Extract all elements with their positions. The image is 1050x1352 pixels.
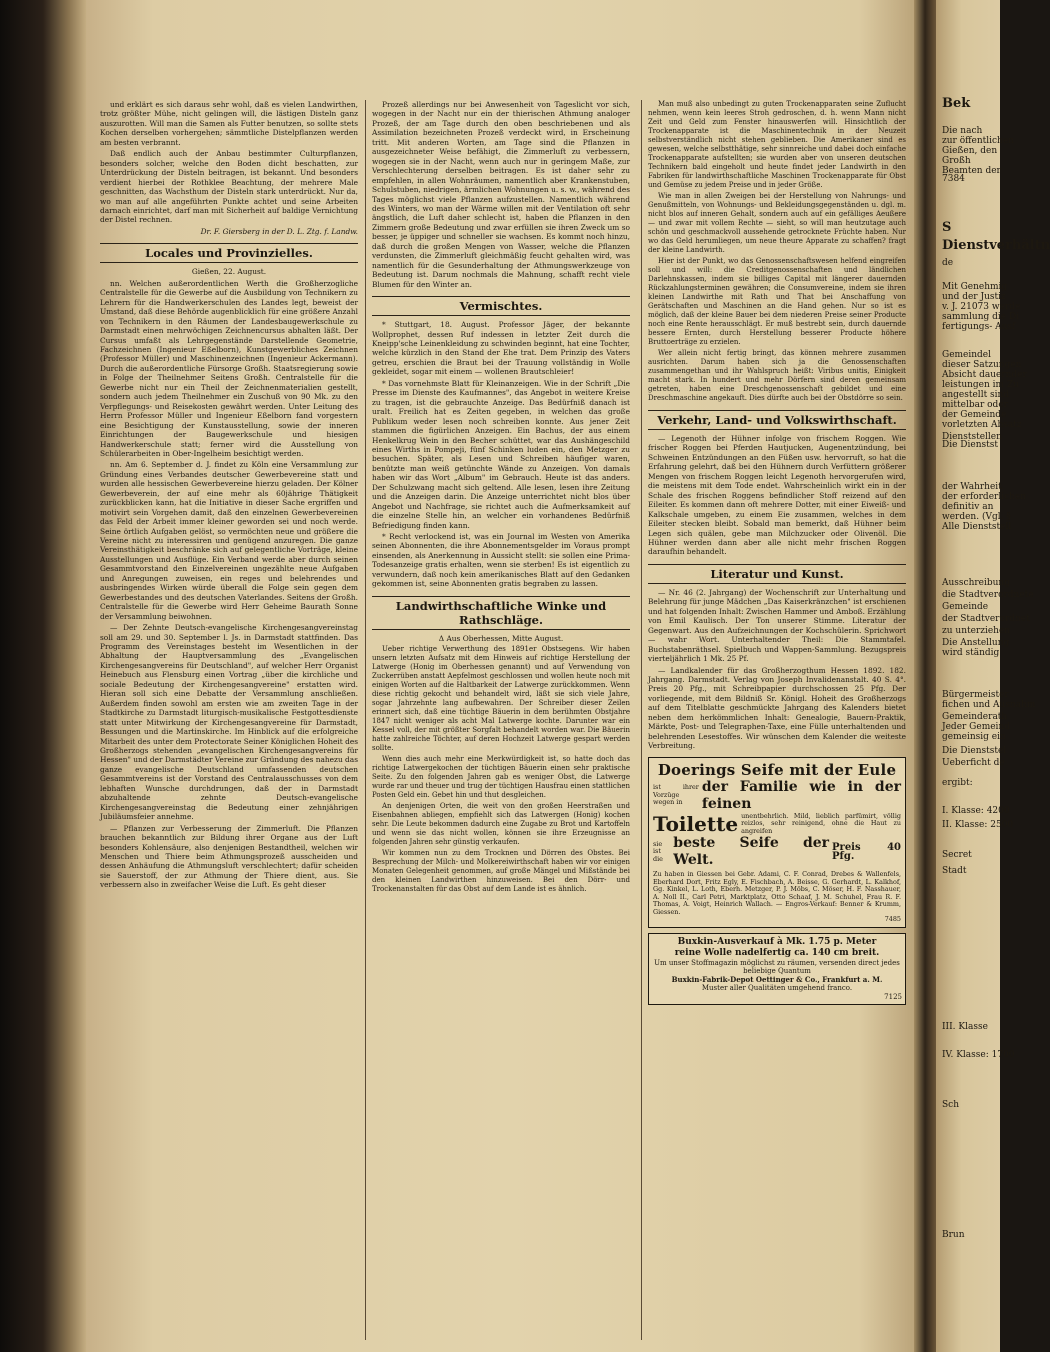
next-page-fragment: Die Anstellung (942, 638, 1010, 648)
advertisement-doerings-soap (648, 757, 906, 928)
paragraph: Daß endlich auch der Anbau bestimmter Culturpflanzen, besonders solcher, welche den Boden dicht beschatten, zur Unterdrückung der Disteln beitragen, ist bekannt. Und besonders verdient hierbei der Rothklee Beachtung, der mehrere Male geschnitten, das Wachsthum der Disteln stark unterdrückt. Nur da, wo man auf alle angeführten Punkte achtet und seine Arbeiten darnach einrichtet, darf man mit Sicherheit auf baldige Vernichtung der Distel rechnen. (100, 149, 358, 225)
section-heading-misc: Vermischtes. (372, 296, 630, 316)
next-page-fragment: sammlung die Di (942, 312, 1020, 322)
next-page-fragment: Sch (942, 1100, 960, 1110)
column-left (100, 100, 358, 1340)
column-rule (641, 100, 642, 1340)
paragraph: * Stuttgart, 18. August. Professor Jäger, der bekannte Wollprophet, dessen Ruf indessen in letzter Zeit durch die Kneipp'sche Leinenkleidung zu schwinden beginnt, hat eine Tochter, welche kürzlich in den Stand der Ehe trat. Dem Prinzip des Vaters getreu, erschien die Braut bei der Trauung vollständig in Wolle gekleidet, sogar mit einem — wollenen Brautschleier! (372, 320, 630, 377)
next-page-fragment: leistungen im Zu (942, 380, 1019, 390)
next-page-fragment: werden. (Vgl. § (942, 512, 1011, 522)
ad-text: unentbehrlich. Mild, lieblich parfümirt, völlig reizlos, sehr reinigend, ohne die Haut zu angreifen (741, 811, 901, 835)
dateline: Δ Aus Oberhessen, Mitte August. (438, 633, 564, 643)
next-page-fragment: fichen und Ausnahm (942, 700, 1036, 710)
ad-headline: Buxkin-Ausverkauf à Mk. 1.75 p. Meter (677, 936, 877, 947)
paragraph: Wie man in allen Zweigen bei der Herstellung von Nahrungs- und Genußmitteln, von Wohnungs- und Bekleidungsgegenständen u. dgl. m. nicht blos auf inneren Gehalt, sondern auch auf ein gefälliges Aeußere — und zwar mit vollem Rechte — sieht, so will man heutzutage auch schön und geschmackvoll aussehende getrocknete Früchte haben. Nur wo das Geld herumliegen, um neue theure Apparate zu schaffen? fragt der kleine Landwirth. (648, 192, 906, 254)
next-page-fragment: Jeder Gemeind (942, 722, 1010, 732)
ad-number: 7485 (884, 915, 901, 924)
paragraph: Wer allein nicht fertig bringt, das können mehrere zusammen ausrichten. Darum haben sich ja die Genossenschaften zusammengethan und ihr Wahlspruch heißt: Viribus unitis, Einigkeit macht stark. In hundert und mehr Dörfern sind deren gemeinsam getreten, haben eine Dreschgenossenschaft gebildet und eine Dreschmaschine angekauft. Dies dürfte auch bei der Obstdörre so sein. (648, 349, 906, 402)
paragraph: — Der Zehnte Deutsch-evangelische Kirchengesangvereinstag soll am 29. und 30. September l. Js. in Darmstadt stattfinden. Das Programm des Vereinstages besteht im Wesentlichen in der Abhaltung der Hauptversammlung des „Evangelischen Kirchengesangvereins für Deutschland", auf welcher Herr Organist Heinebuch aus Flensburg einen Vortrag „über die kirchliche und sociale Bedeutung der Kirchengesangvereine" erstatten wird. Hieran soll sich eine Debatte der Versammlung anschließen. Außerdem finden sowohl am ersten wie am zweiten Tage in der Stadtkirche zu Darmstadt liturgisch-musikalische Festgottesdienste statt unter Mitwirkung der Kirchengesangvereine für Darmstadt, Bessungen und die Martinskirche. Im Hinblick auf die erfolgreiche Mitarbeit des unter dem Protectorate Seiner Königlichen Hoheit des Großherzogs stehenden „evangelischen Kirchengesangvereins für Hessen" und der Darmstädter Vereine zur Gründung des nahezu das ganze evangelische Deutschland umfassenden deutschen Gesammtvereins ist der Vorstand des Centralausschusses von dem lebhaften Wunsche durchdrungen, daß der in Darmstadt abzuhaltende zehnte Deutsch-evangelische Kirchengesangvereinstag die Bedeutung einer zehnjährigen Jubiläumsfeier annehme. (100, 623, 358, 822)
next-page-fragment: Die nach (942, 126, 983, 136)
paragraph: Ueber richtige Verwerthung des 1891er Obstsegens. Wir haben unsern letzten Aufsatz mit dem Hinweis auf richtige Herstellung der Latwerge (Honig im Oberhessen genannt) und auf Verwendung von Zuckerrüben anstatt Aepfelmost geschlossen und wollen heute noch mit einigen Worten auf die Haltbarkeit der Latwerge zurückkommen. Wenn diese richtig gekocht und behandelt wird, läßt sie sich viele Jahre, sogar Jahrzehnte lang aufbewahren. Der Schreiber dieser Zeilen erinnert sich, daß eine tüchtige Bäuerin in dem berühmten Obstjahre 1847 nicht weniger als acht Mal Latwerge kochte. Darunter war ein Kessel voll, der mit größter Sorgfalt behandelt worden war. Die Bäuerin hatte zahlreiche Töchter, auf deren Hochzeit Latwerge gespart werden sollte. (372, 645, 630, 753)
paragraph: nn. Welchen außerordentlichen Werth die Großherzogliche Centralstelle für die Gewerbe auf die Ausbildung von Technikern zu Lehrern für die Handwerkerschulen des Landes legt, beweist der Umstand, daß diese Behörde augenblicklich für eine größere Anzahl von Technikern in den Räumen der Landesbaugewerkschule zu Darmstadt einen mehrwöchigen Zeichnencursus abhalten läßt. Der Cursus umfaßt als Lehrgegenstände Darstellende Geometrie, Fachzeichnen (Ingenieur Eßelborn), Kunstgewerbliches Zeichnen (Professor Müller) und Maschinenzeichnen (Ingenieur Ackermann). Durch die außerordentliche Fürsorge Großh. Staatsregierung sowie in Folge der Theilnehmer Seitens Großh. Centralstelle für die Gewerbe nicht nur ein Theil der Zeichnenmaterialien gestellt, sondern auch jedem Theilnehmer ein Zuschuß von 90 Mk. zu den Verpflegungs- und Reisekosten gewährt werden. Unter Leitung des Herrn Professor Müller und Ingenieur Eßelborn fand vorgestern eine Besichtigung der Kunstausstellung, sowie der inneren Einrichtungen der Baugewerkschule und hiesigen Handwerkerschule statt; ferner wird die Ausstellung von Schülerarbeiten in Ober-Ingelheim besichtigt werden. (100, 278, 358, 458)
next-page-fragment: dieser Satzungen (942, 360, 1022, 370)
next-page-fragment: vorletzten Absatz (942, 420, 1022, 430)
ad-toilette: Toilette (653, 811, 739, 836)
next-page-fragment: Stadt (942, 866, 967, 876)
ad-text: ist ihrer Vorzüge wegen in (653, 783, 699, 807)
paragraph: — Landkalender für das Großherzogthum Hessen 1892. 182. Jahrgang. Darmstadt. Verlag von Joseph Invalidenanstalt. 40 S. 4°. Preis 20 Pfg., mit Schreibpapier durchschossen 25 Pfg. Der vorliegende, mit dem Bildniß Sr. Königl. Hoheit des Großherzogs auf dem Titelblatte geschmückte Jahrgang des Kalenders bietet neben dem herkömmlichen Inhalt: Genealogie, Bauern-Praktik, Märkte, Post- und Telegraphen-Taxe, eine Fülle unterhaltenden und belehrenden Lesestoffes. Wir wünschen dem Kalender die weiteste Verbreitung. (648, 665, 906, 751)
ad-headline: reine Wolle nadelfertig ca. 140 cm breit. (674, 947, 880, 958)
next-page-fragment: und der Justiz (942, 292, 1006, 302)
paragraph: Prozeß allerdings nur bei Anwesenheit von Tageslicht vor sich, wogegen in der Nacht nur ein der thierischen Athmung analoger Prozeß, der am Tage durch den oben beschriebenen und als Assimilation bezeichneten Prozeß verdeckt wird, in Erscheinung tritt. Mit anderen Worten, am Tage sind die Pflanzen in ausgezeichneter Weise befähigt, die Zimmerluft zu verbessern, wogegen sie in der Nacht, wenn auch nur in geringem Maße, zur Verschlechterung derselben beitragen. Es ist daher sehr zu empfehlen, in allen Wohnräumen, namentlich aber Krankenstuben, Schulstuben, niedrigen, ärmlichen Wohnungen u. s. w., während des Tages möglichst viele Pflanzen aufzustellen. Namentlich während des Winters, wo man der Wärme willen mit der Ventilation oft sehr ängstlich, die Luft daher schlecht ist, haben die Pflanzen in den Zimmern große Bedeutung und zwar erfüllen sie ihren Zweck um so besser, je üppiger und schneller sie wachsen. Es kommt noch hinzu, daß durch die großen Mengen von Wasser, welche die Pflanzen verdunsten, die Zimmerluft gleichmäßig feucht gehalten wird, was namentlich für die Gesunderhaltung der Athmungswerkzeuge von Bedeutung ist. Darum nochmals die Mahnung, schafft recht viele Blumen für den Winter an. (372, 100, 630, 289)
paragraph: An denjenigen Orten, die weit von den großen Heerstraßen und Eisenbahnen abliegen, empfiehlt sich das Latwergen (Honig) kochen sehr. Die Leute bekommen dadurch eine Zugabe zu Brot und Kartoffeln und wenn sie das nicht wollen, können sie ihre Erzeugnisse an folgenden Jahren sehr günstig verkaufen. (372, 802, 630, 847)
column-rule (365, 100, 366, 1340)
next-page-fragment: der erforderlichen (942, 492, 1027, 502)
column-middle (372, 100, 630, 1340)
ad-headline: Doerings Seife mit der Eule (657, 760, 897, 779)
next-page-fragment: S (942, 220, 952, 235)
next-page-fragment: Brun (942, 1230, 965, 1240)
next-page-edge (936, 0, 1000, 1352)
next-page-fragment: Secret (942, 850, 972, 860)
next-page-fragment: IV. Klasse: 1700 (942, 1050, 1015, 1060)
next-page-fragment: ergibt: (942, 778, 973, 788)
paragraph: und erklärt es sich daraus sehr wohl, daß es vielen Landwirthen, trotz größter Mühe, nicht gelingen will, die lästigen Disteln ganz auszurotten. Will man die Samen als Futter benutzen, so sollte stets Kochen derselben vorhergehen; sämmtliche Distelpflanzen werden am besten verbrannt. (100, 100, 358, 147)
section-heading-economy: Verkehr, Land- und Volkswirthschaft. (648, 410, 906, 430)
paragraph: Hier ist der Punkt, wo das Genossenschaftswesen helfend eingreifen soll und will: die Creditgenossenschaften und ländlichen Darlehnskassen, indem sie billiges Capital mit längerer dauernden Rückzahlungsterminen gewähren; die Consumvereine, indem sie ihren kleinen Landwirthe mit Rath und That bei Anschaffung von Gerätschaften und Maschinen an die Hand gehen. Nur so ist es möglich, daß der kleine Bauer bei dem niederen Preise seiner Producte noch eine Rente herausschlägt. Er muß bestrebt sein, durch dauernde bessere Ernten, durch Herstellung besserer Producte höhere Bruttoerträge zu erzielen. (648, 257, 906, 346)
paragraph: nn. Am 6. September d. J. findet zu Köln eine Versammlung zur Gründung eines Verbandes deutscher Gewerbevereine statt und wurden alle hessischen Gewerbevereine hierzu geladen. Der Kölner Gewerbeverein, der auf eine mehr als 60jährige Thätigkeit zurückblicken kann, hat die Initiative in dieser Sache ergriffen und motivirt sein Vorgehen damit, daß den einzelnen Gewerbevereinen das Feld der Arbeit immer kleiner geworden sei und noch werde. Seine örtlich Aufgaben gelöst, so vermöchten neue und größere die Vereine nicht zu interessiren und genügend anzuregen. Die ganze Vereinsthätigkeit beschränke sich auf gelegentliche Vorträge, kleine Ausstellungen und Ausflüge. Ein Verband werde aber durch seinen Gesammtvorstand den Einzelvereinen ungezählte neue Aufgaben und Anregungen zuweisen, ein reges und belehrendes und ausbringendes Wirken würde überall die Folge sein gegen dem Gewerbestandes und des deutschen Vaterlandes. Seitens der Großh. Centralstelle für die Gewerbe wird Herr Geheime Baurath Sonne der Versammlung beiwohnen. (100, 460, 358, 621)
article-signature: Dr. F. Giersberg in der D. L. Ztg. f. Landw. (200, 226, 358, 236)
paragraph: Wenn dies auch mehr eine Merkwürdigkeit ist, so hatte doch das richtige Latwergekochen der tüchtigen Bäuerin einen sehr praktische Seite. Zu den folgenden Jahren gab es weniger Obst, die Latwerge wurde rar und theuer und trug der tüchtigen Hausfrau einen stattlichen Posten Geld ein. Gebet hin und thut desgleichen. (372, 755, 630, 800)
next-page-fragment: v. J. 21073 werde (942, 302, 1021, 312)
next-page-fragment: Großh (942, 156, 971, 166)
section-heading-literature: Literatur und Kunst. (648, 564, 906, 584)
ad-headline: der Familie wie in der feinen (701, 778, 901, 812)
next-page-fragment: Gemeindel (942, 350, 992, 360)
next-page-fragment: Mit Genehmig (942, 282, 1008, 292)
next-page-fragment: gemeinsig ein (942, 732, 1006, 742)
ad-headline: beste Seife der Welt. (673, 835, 830, 869)
next-page-fragment: der Stadtverordnet (942, 614, 1030, 624)
next-page-fragment: die Stadtverordnete (942, 590, 1034, 600)
next-page-fragment: Dienstverhältn (942, 238, 1050, 253)
next-page-fragment: zu unterziehen (942, 626, 1011, 636)
next-page-fragment: definitiv an (942, 502, 994, 512)
ad-dealers: Zu haben in Giessen bei Gebr. Adami, C. F. Conrad, Drebes & Wallenfels, Eberhard Dort, Fritz Egly, E. Fischbach, A. Beisse, G. Gerhardt, L. Kalkhof, Gg. Kinkel, L. Loth, Eberh. Metzger, P. J. Möbs, C. Möser, H. F. Nasshauer, A. Noll II., Carl Petri, Marktplatz, Otto Schaaf, J. M. Schuhel, Frau R. F. Thomas, A. Voigt, Heinrich Wallach. — Engros-Verkauf: Benner & Krumm, Giessen. (653, 870, 901, 916)
column-right (648, 100, 906, 1336)
next-page-fragment: angestellt sind (942, 390, 1010, 400)
next-page-fragment: Dienststellen (942, 432, 1002, 442)
next-page-fragment: fertigungs- Ausf (942, 322, 1016, 332)
next-page-fragment: Bek (942, 96, 971, 111)
next-page-fragment: 7384 (942, 174, 965, 184)
advertisement-buxkin (648, 933, 906, 1006)
next-page-fragment: Gemeinde (942, 602, 989, 612)
next-page-fragment: Beamten der (942, 166, 1001, 176)
section-heading-farming: Landwirthschaftliche Winke und Rathschläge. (372, 596, 630, 630)
dateline: Gießen, 22. August. (191, 267, 267, 277)
paragraph: — Nr. 46 (2. Jahrgang) der Wochenschrift zur Unterhaltung und Belehrung für junge Mädchen „Das Kaiserkränzchen" ist erschienen und hat folgenden Inhalt: Zwischen Hammer und Amboß. Erzählung von Emil Kaulisch. Der Ton unserer Stimme. Literatur der Gegenwart. Aus den Aufzeichnungen der Kochschülerin. Sprichwort — wahr Wort. Unterhaltender Theil: Die Stammtafel. Buchstabenräthsel. Spielbuch und Wappen-Sammlung. Bezugspreis vierteljährlich 1 Mk. 25 Pf. (648, 587, 906, 664)
next-page-fragment: Die Dienststel (942, 746, 1007, 756)
next-page-fragment: Gemeinderath (942, 712, 1008, 722)
ad-number: 7125 (884, 992, 902, 1001)
ad-text: sie ist die (653, 839, 663, 863)
ad-text: Muster aller Qualitäten umgehend franco. (701, 984, 853, 993)
book-gutter (914, 0, 936, 1352)
next-page-fragment: Gießen, den (942, 146, 998, 156)
next-page-fragment: der Gemeinde (942, 410, 1007, 420)
ad-text: Um unser Stoffmagazin möglichst zu räumen, versenden direct jedes beliebige Quantum (654, 958, 900, 976)
next-page-fragment: Alle Dienststell (942, 522, 1012, 532)
next-page-fragment: Die Dienstst (942, 440, 998, 450)
paragraph: — Legenoth der Hühner infolge von frischem Roggen. Wie frischer Roggen bei Pferden Hautjucken, Augenentzündung, bei Schweinen Entzündungen an den Füßen usw. hervorruft, so hat die Erfahrung gelehrt, daß bei den Hühnern durch Verfüttern größerer Mengen von frischem Roggen leicht Legenoth hervorgerufen wird, die meistens mit dem Tode endet. Wahrscheinlich wirkt ein in der Schale des frischen Roggens befindlicher Stoff reizend auf den Eileiter. Es kommen dann oft mehrere Dotter, mit einer Eiweiß- und Kalkschale umgeben, zu einem Eie zusammen, welches in dem Eileiter stecken bleibt. Sobald man bemerkt, daß Hühner beim Legen sich quälen, gebe man Milchzucker oder Olivenöl. Die Hühner werden dann aber alle nicht mehr frischen Roggen daraufhin behandelt. (648, 434, 906, 557)
paragraph: — Pflanzen zur Verbesserung der Zimmerluft. Die Pflanzen brauchen bekanntlich zur Bildung ihrer Organe aus der Luft besonders Kohlensäure, also denjenigen Bestandtheil, welchen wir Menschen und Thiere beim Athmungsprozeß ausscheiden und dessen Anhäufung die Athmungsluft verschlechtert; dafür scheiden sie Sauerstoff, der zur Athmung der Thiere dient, aus. Sie verbessern also in zweifacher Weise die Luft. Es geht dieser (100, 823, 358, 890)
ad-price: Preis 40 Pfg. (832, 841, 901, 863)
ad-text: Buxkin-Fabrik-Depot Oettinger & Co., Frankfurt a. M. (671, 974, 883, 984)
paragraph: * Das vornehmste Blatt für Kleinanzeigen. Wie in der Schrift „Die Presse im Dienste des Kaufmannes", das Angebot in weitere Kreise zu tragen, ist die gebrauchte Anzeige. Das Bedürfniß danach ist uralt. Freilich hat es Zeiten gegeben, in welchen das große Publikum weder lesen noch schreiben konnte. Aus jener Zeit stammen die figürlichen Anzeigen. Ein Bachus, der aus einem Henkelkrug Wein in den Becher schüttet, war das Aushängeschild eines Wirths in Pompeji, fünf Schinken luden ein, den Metzger zu besuchen. Später, als Lesen und Schreiben häufiger waren, benützte man weiß getünchte Wände zu Anzeigen. Von damals haben wir das Wort „Album" im Gebrauch. Heute ist das anders. Der Schulzwang macht sich geltend. Alle lesen, lesen ihre Zeitung und die Anzeigen darin. Die Anzeige unterrichtet nicht blos über Angebot und Nachfrage, sie richtet auch die Aufmerksamkeit auf die einzelne Stelle hin, an welcher ein vorhandenes Bedürfniß Befriedigung finden kann. (372, 378, 630, 530)
next-page-fragment: wird ständig (942, 648, 1000, 658)
paragraph: Man muß also unbedingt zu guten Trockenapparaten seine Zuflucht nehmen, wenn kein leeres Stroh gedroschen, d. h. wenn Mann nicht Zeit und Geld zum Fenster hinauswerfen will. Hinsichtlich der Trockenapparate ist die Maschinentechnik in der Neuzeit selbstverständlich nicht stehen geblieben. Die Amerikaner sind es gewesen, welche selbstthätige, sehr sinnreiche und dabei doch einfache Trockenapparate aufstellten; sie wurden aber von unseren deutschen Technikern bald eingeholt und heute findet jeder Landwirth in den Fabriken für landwirthschaftliche Maschinen Trockenapparate für Obst und Gemüse zu jedem Preise und in jeder Größe. (648, 100, 906, 189)
next-page-fragment: Absicht dauernder (942, 370, 1027, 380)
next-page-fragment: Ausschreibung (942, 578, 1010, 588)
next-page-fragment: mittelbar oder (942, 400, 1008, 410)
section-heading-local: Locales und Provinzielles. (100, 243, 358, 263)
next-page-fragment: II. Klasse: 2500 (942, 820, 1014, 830)
paragraph: * Recht verlockend ist, was ein Journal im Westen von Amerika seinen Abonnenten, die ihre Abonnementsgelder im Voraus prompt einsenden, als Anerkennung in Aussicht stellt: sie sollen eine Prima-Todesanzeige gratis erhalten, wenn sie sterben! Es ist eigentlich zu verwundern, daß noch kein amerikanisches Blatt auf den Gedanken gekommen ist, seine Abonnenten gratis begraben zu lassen. (372, 532, 630, 589)
left-page-edge (0, 0, 86, 1352)
next-page-fragment: III. Klasse (942, 1022, 988, 1032)
next-page-fragment: Bürgermeister (942, 690, 1009, 700)
paragraph: Wir kommen nun zu dem Trocknen und Dörren des Obstes. Bei Besprechung der Milch- und Molkereiwirthschaft haben wir vor einigen Monaten Gelegenheit genommen, auf große Mängel und Mißstände bei den kleinen Landwirthen hinzuweisen. Bei den Dörr- und Trockenanstalten für das Obst auf dem Lande ist es ähnlich. (372, 849, 630, 894)
next-page-fragment: Ueberficht de (942, 758, 1005, 768)
next-page-fragment: de (942, 258, 954, 268)
next-page-fragment: I. Klasse: 4200 (942, 806, 1010, 816)
next-page-fragment: der Wahrheit (942, 482, 1002, 492)
next-page-fragment: zur öffentlichen (942, 136, 1014, 146)
